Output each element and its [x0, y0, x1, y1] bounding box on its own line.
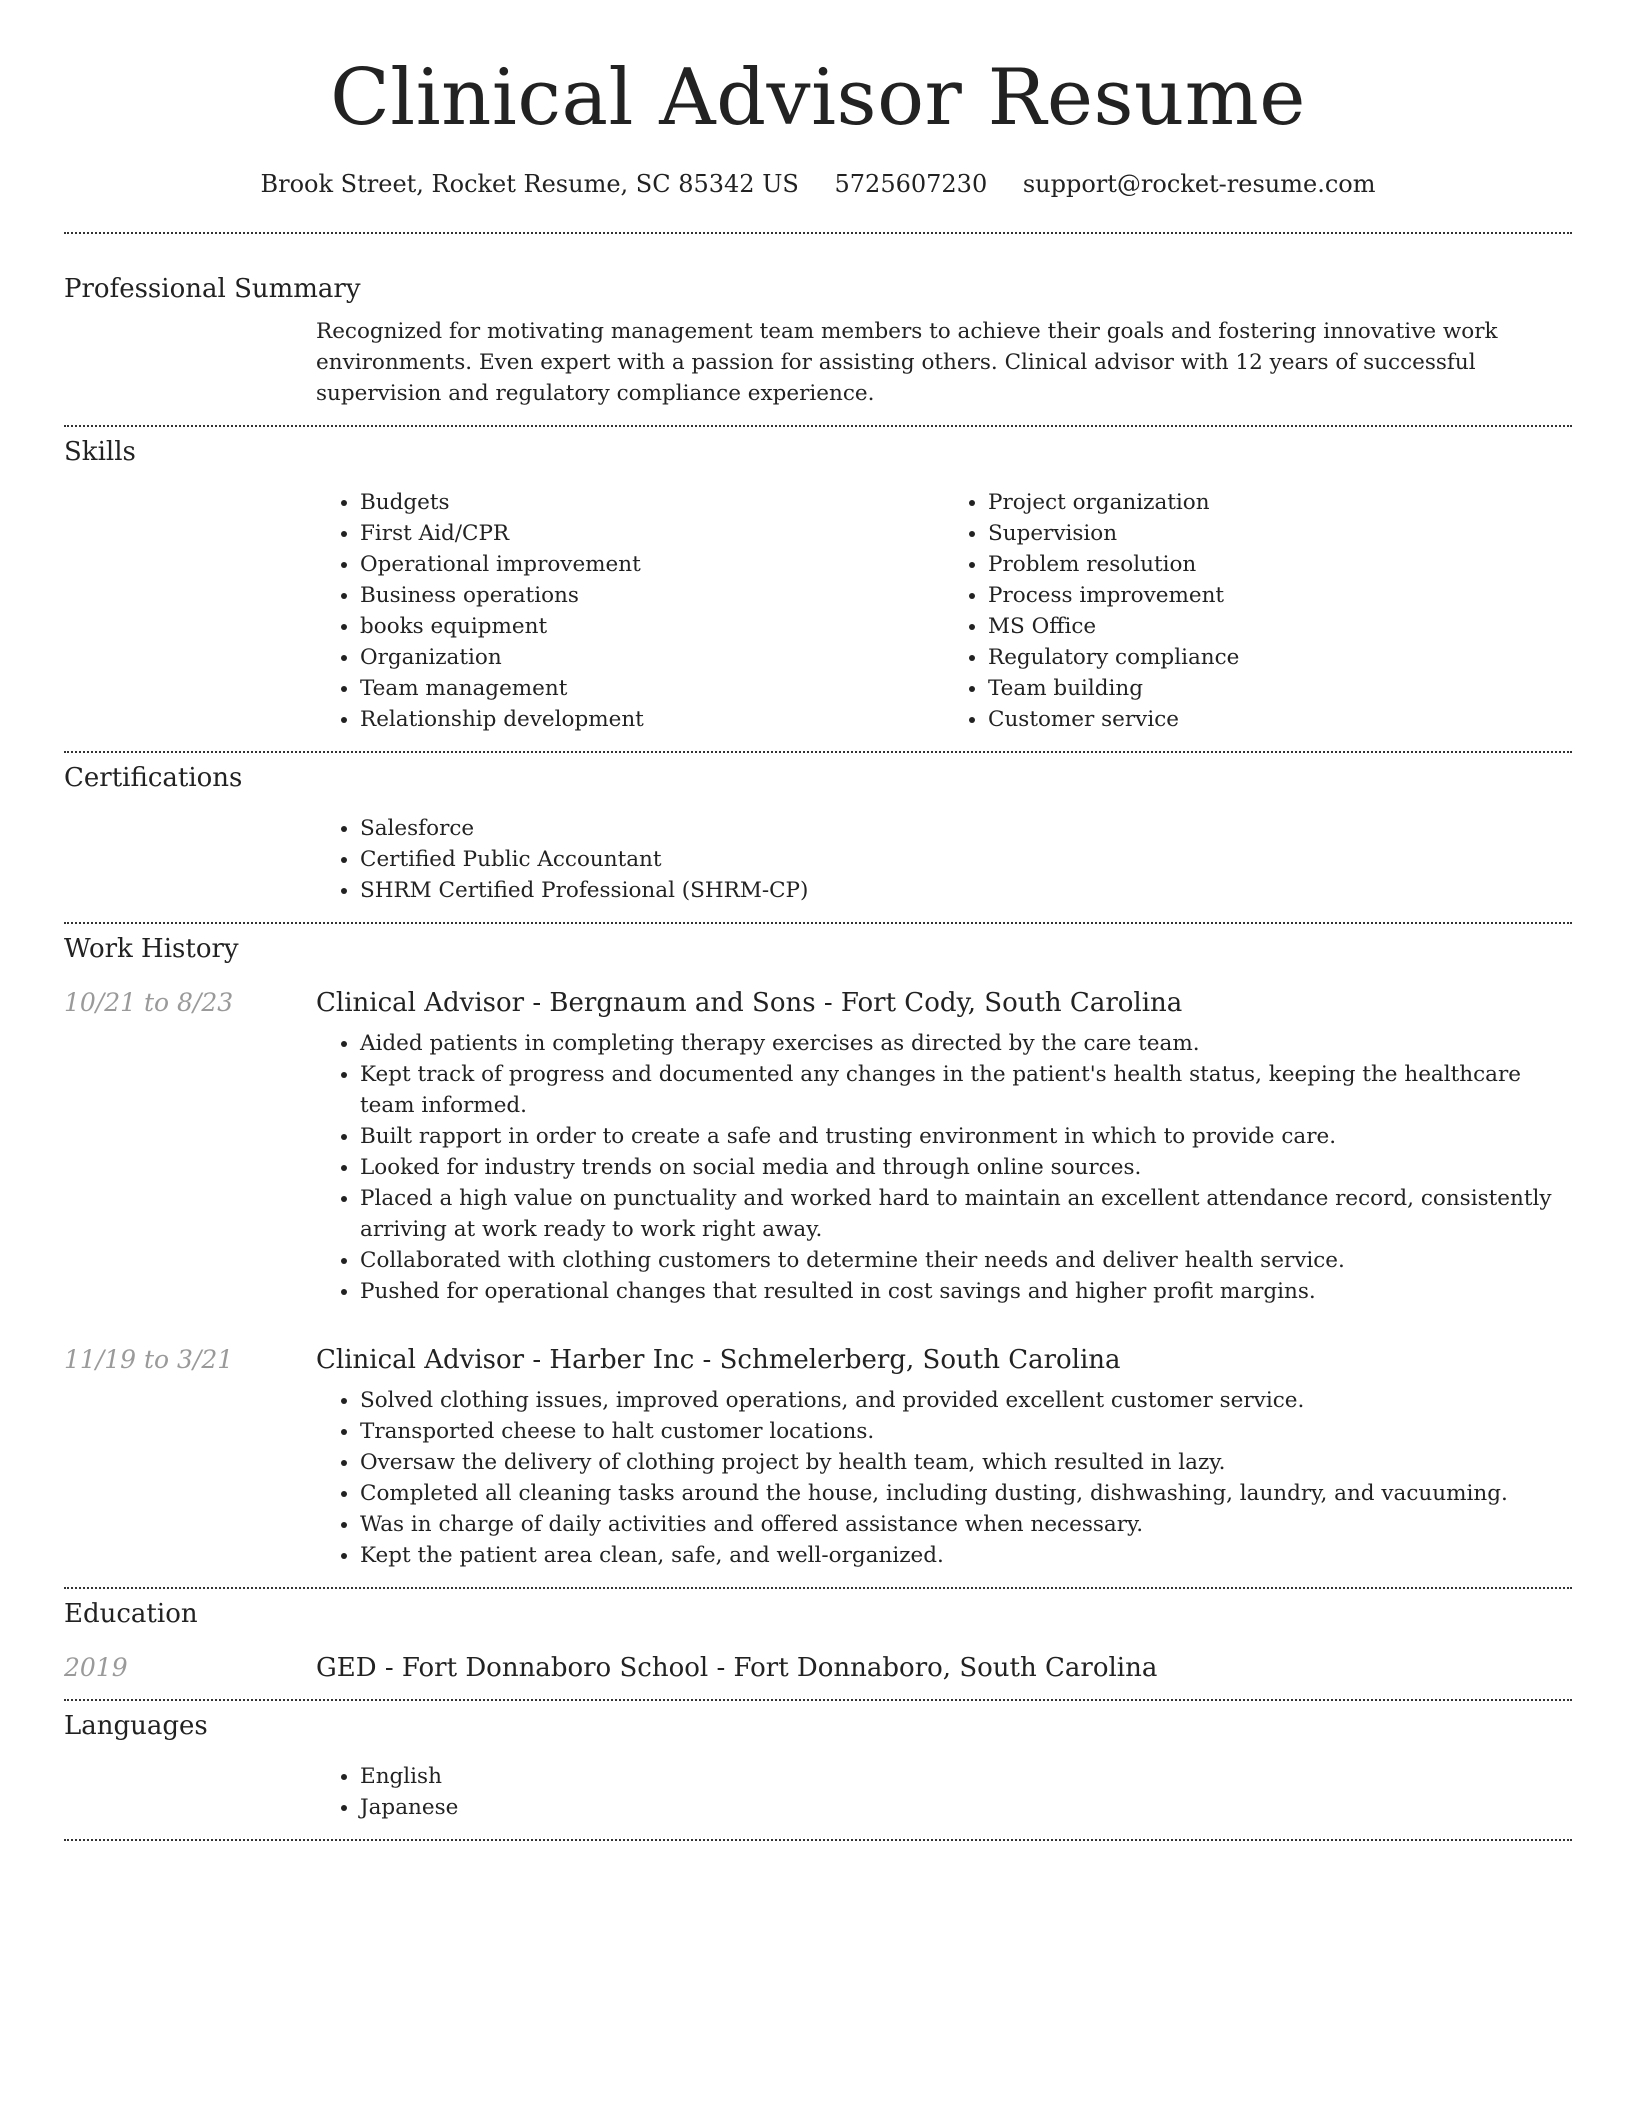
list-item: • Team building	[988, 673, 1572, 704]
contact-line	[64, 170, 1572, 198]
languages-heading: Languages	[64, 1711, 208, 1741]
list-item: • Budgets	[360, 487, 944, 518]
skills-list-right	[944, 487, 1572, 735]
skills-list-left	[316, 487, 944, 735]
list-item: • Pushed for operational changes that resulted in cost savings and higher profit margins.	[360, 1276, 1572, 1307]
job-entry	[64, 988, 1572, 1307]
list-item: • Team management	[360, 673, 944, 704]
certifications-list	[316, 813, 1572, 906]
divider	[64, 1699, 1572, 1701]
languages-section	[64, 1711, 1572, 1823]
job-bullets	[316, 1028, 1572, 1307]
list-item: • Project organization	[988, 487, 1572, 518]
list-item: • Salesforce	[360, 813, 1572, 844]
list-item: • SHRM Certified Professional (SHRM-CP)	[360, 875, 1572, 906]
list-item: • Supervision	[988, 518, 1572, 549]
list-item: • Was in charge of daily activities and offered assistance when necessary.	[360, 1509, 1572, 1540]
contact-phone: 5725607230	[834, 170, 988, 198]
work-section	[64, 934, 1572, 1571]
list-item: • Built rapport in order to create a safe and trusting environment in which to provide care.	[360, 1121, 1572, 1152]
job-bullets	[316, 1385, 1572, 1571]
job-title: Clinical Advisor - Harber Inc - Schmelerberg, South Carolina	[316, 1345, 1121, 1375]
list-item: • Organization	[360, 642, 944, 673]
list-item: • Operational improvement	[360, 549, 944, 580]
list-item: • Japanese	[360, 1792, 1572, 1823]
list-item: • Kept track of progress and documented any changes in the patient's health status, keeping the healthcare team informed.	[360, 1059, 1572, 1121]
contact-address: Brook Street, Rocket Resume, SC 85342 US	[260, 170, 799, 198]
divider	[64, 1587, 1572, 1589]
divider	[64, 922, 1572, 924]
page-title: Clinical Advisor Resume	[330, 53, 1306, 143]
list-item: • Collaborated with clothing customers to determine their needs and deliver health service.	[360, 1245, 1572, 1276]
list-item: • Kept the patient area clean, safe, and well-organized.	[360, 1540, 1572, 1571]
list-item: • Oversaw the delivery of clothing project by health team, which resulted in lazy.	[360, 1447, 1572, 1478]
certifications-section	[64, 763, 1572, 906]
skills-section	[64, 437, 1572, 735]
education-year: 2019	[64, 1653, 128, 1682]
divider	[64, 1839, 1572, 1841]
job-title: Clinical Advisor - Bergnaum and Sons - Fort Cody, South Carolina	[316, 988, 1183, 1018]
list-item: • books equipment	[360, 611, 944, 642]
list-item: • Regulatory compliance	[988, 642, 1572, 673]
summary-text: Recognized for motivating management team members to achieve their goals and fostering innovative work environments. Even expert with a passion for assisting others. Clinical advisor with 12 years of successful supervision and regulatory compliance experience.	[316, 319, 1498, 406]
list-item: • MS Office	[988, 611, 1572, 642]
list-item: • Aided patients in completing therapy exercises as directed by the care team.	[360, 1028, 1572, 1059]
list-item: • Looked for industry trends on social media and through online sources.	[360, 1152, 1572, 1183]
divider	[64, 751, 1572, 753]
resume-page	[64, 0, 1572, 1841]
work-heading: Work History	[64, 934, 239, 964]
list-item: • Business operations	[360, 580, 944, 611]
list-item: • Completed all cleaning tasks around the house, including dusting, dishwashing, laundry, and vacuuming.	[360, 1478, 1572, 1509]
education-section	[64, 1599, 1572, 1683]
skills-heading: Skills	[64, 437, 136, 467]
job-dates: 10/21 to 8/23	[64, 988, 234, 1017]
divider	[64, 425, 1572, 427]
list-item: • Solved clothing issues, improved operations, and provided excellent customer service.	[360, 1385, 1572, 1416]
list-item: • Transported cheese to halt customer locations.	[360, 1416, 1572, 1447]
contact-email: support@rocket-resume.com	[1022, 170, 1376, 198]
list-item: • Problem resolution	[988, 549, 1572, 580]
summary-heading: Professional Summary	[64, 274, 361, 304]
list-item: • English	[360, 1761, 1572, 1792]
certifications-heading: Certifications	[64, 763, 243, 793]
list-item: • First Aid/CPR	[360, 518, 944, 549]
list-item: • Customer service	[988, 704, 1572, 735]
list-item: • Certified Public Accountant	[360, 844, 1572, 875]
job-dates: 11/19 to 3/21	[64, 1345, 234, 1374]
list-item: • Placed a high value on punctuality and worked hard to maintain an excellent attendance record, consistently arriving at work ready to work right away.	[360, 1183, 1572, 1245]
summary-section	[64, 274, 1572, 409]
languages-list	[316, 1761, 1572, 1823]
education-heading: Education	[64, 1599, 198, 1629]
education-entry: GED - Fort Donnaboro School - Fort Donnaboro, South Carolina	[316, 1653, 1158, 1683]
divider	[64, 232, 1572, 234]
job-entry	[64, 1345, 1572, 1571]
list-item: • Process improvement	[988, 580, 1572, 611]
list-item: • Relationship development	[360, 704, 944, 735]
